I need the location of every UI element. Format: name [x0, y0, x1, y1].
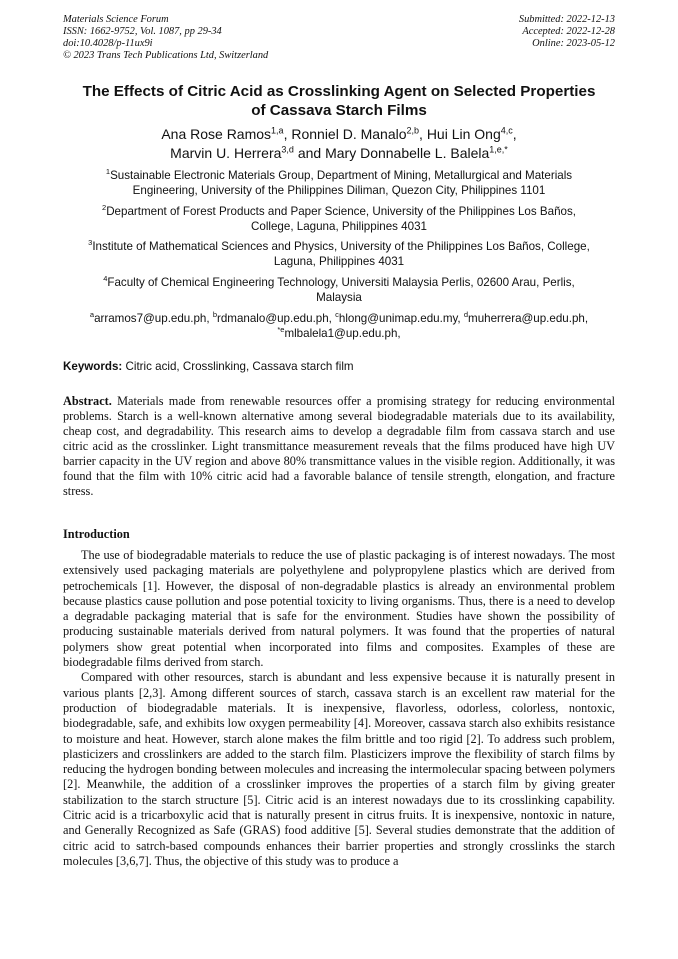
author-name: Ana Rose Ramos [161, 126, 272, 142]
author-line-1 [40, 125, 638, 144]
abstract [63, 394, 615, 499]
section-heading-introduction: Introduction [63, 527, 130, 541]
title-line-2: of Cassava Starch Films [251, 102, 427, 119]
author-name: Marvin U. Herrera [170, 145, 282, 161]
affiliation-1 [63, 168, 615, 198]
email-sup: *e [277, 325, 285, 335]
affiliation-line: Department of Forest Products and Paper Science, University of the Philippines Los Baños, [106, 205, 576, 218]
affiliation-line: Sustainable Electronic Materials Group, Department of Mining, Metallurgical and Materials [110, 169, 573, 182]
email-sup: a [89, 310, 95, 320]
author-separator: , [283, 126, 292, 142]
email-sup: b [212, 310, 217, 320]
journal-copyright: © 2023 Trans Tech Publications Ltd, Switzerland [63, 50, 269, 61]
author-name: Mary Donnabelle L. Balela [325, 145, 490, 161]
affiliation-line: Engineering, University of the Philippines Diliman, Quezon City, Philippines 1101 [132, 184, 546, 197]
affiliation-3 [63, 239, 615, 269]
author-affil-sup: 2,b [406, 125, 420, 136]
affiliation-line: College, Laguna, Philippines 4031 [251, 220, 427, 233]
author-name: Hui Lin Ong [426, 126, 501, 142]
submitted-date: Submitted: 2022-12-13 [518, 14, 615, 25]
journal-issn: ISSN: 1662-9752, Vol. 1087, pp 29-34 [63, 26, 222, 37]
paragraph: Compared with other resources, starch is abundant and less expensive because it is naturally present in various plants [2,3]. Among different sources of starch, cassava starch is an excellent raw material for the production of biodegradable materials. It is inexpensive, flavorless, odorless, colorless, nontoxic, biodegradable, safe, and exhibits low oxygen permeability [4]. Moreover, cassava starch also exhibits resistance to moisture and heat. However, starch alone makes the film brittle and too rigid [2]. To address such problem, plasticizers and crosslinkers are added to the starch film. Plasticizers improve the flexibility of starch films by reducing the hydrogen bonding between molecules and increasing the intermolecular spacing between polymers [2]. Meanwhile, the addition of a crosslinker improves the properties of a starch film by giving greater stabilization to the starch structure [5]. Citric acid is an interest nowadays due to its crosslinking capability. Citric acid is a tricarboxylic acid that is naturally present in citrus fruits. It is inexpensive, nontoxic in nature, and Generally Recognized as Safe (GRAS) food additive [5]. Several studies demonstrate that the addition of citric acid to satrch-based compounds enhances their barrier properties and strongly crosslinks the starch molecules [3,6,7]. Thus, the objective of this study was to produce a [63, 670, 615, 868]
author-line-2 [40, 144, 638, 163]
email-address[interactable]: rdmanalo@up.edu.ph, [217, 312, 336, 325]
email-sup: c [335, 310, 339, 320]
affiliation-4 [63, 275, 615, 305]
author-affil-sup: 4,c [500, 125, 513, 136]
email-list [63, 311, 615, 341]
email-address[interactable]: arramos7@up.edu.ph, [94, 312, 213, 325]
email-address[interactable]: muherrera@up.edu.ph, [468, 312, 589, 325]
author-separator: and [293, 145, 326, 161]
affiliation-line: Malaysia [316, 291, 362, 304]
author-separator: , [512, 126, 517, 142]
author-separator: , [419, 126, 427, 142]
keywords [63, 360, 354, 374]
affiliation-line: Laguna, Philippines 4031 [273, 255, 405, 268]
email-sup: d [463, 310, 469, 320]
affiliation-sup: 1 [105, 167, 111, 177]
paragraph: The use of biodegradable materials to reduce the use of plastic packaging is of interest nowadays. The most extensively used packaging materials are polyethylene and polypropylene plastics which are derived from petrochemicals [1]. However, the disposal of non-degradable plastics is already an environmental problem because plastics cause pollution and pose potential toxicity to living organisms. Thus, there is a need to develop a degradable packaging material that is safe for the environment. Studies have shown the possibility of producing sustainable materials derived from natural polymers. It was found that the properties of natural polymers show great potential when incorporated into films and composites. Examples of these are biodegradable films derived from starch. [63, 548, 615, 670]
author-affil-sup: 3,d [281, 144, 294, 155]
author-affil-sup: 1,a [271, 125, 284, 136]
affiliation-sup: 4 [103, 274, 108, 284]
journal-info [63, 14, 268, 62]
author-affil-sup: 1,e,* [489, 144, 508, 155]
online-date: Online: 2023-05-12 [532, 38, 615, 49]
publication-dates [519, 14, 615, 50]
affiliation-sup: 3 [88, 238, 93, 248]
abstract-label: Abstract. [63, 394, 112, 408]
email-address[interactable]: mlbalela1@up.edu.ph, [284, 327, 401, 340]
keywords-label: Keywords: [63, 360, 123, 373]
accepted-date: Accepted: 2022-12-28 [522, 26, 615, 37]
keywords-text: Citric acid, Crosslinking, Cassava starch film [125, 360, 354, 373]
affiliation-2 [63, 204, 615, 234]
abstract-text: Materials made from renewable resources offer a promising strategy for reducing environmental problems. Starch is a well-known alternative among several biodegradable materials due to its availability, cheap cost, and degradability. This research aims to develop a degradable film from cassava starch and use citric acid as the crosslinker. Light transmittance measurement reveals that the films produced have high UV barrier capacity in the UV region and above 80% transmittance values in the visible region. Additionally, it was found that the film with 10% citric acid had a favorable balance of tensile strength, elongation, and fracture stress. [63, 394, 615, 498]
paper-title [40, 82, 638, 120]
affiliation-line: Faculty of Chemical Engineering Technology, Universiti Malaysia Perlis, 02600 Arau, Perlis, [107, 276, 575, 289]
journal-name: Materials Science Forum [63, 14, 169, 25]
affiliation-line: Institute of Mathematical Sciences and Physics, University of the Philippines Los Baños, College, [92, 240, 590, 253]
author-list [40, 125, 638, 163]
journal-doi: doi:10.4028/p-11ux9i [63, 38, 153, 49]
author-name: Ronniel D. Manalo [291, 126, 407, 142]
introduction-body [63, 548, 615, 869]
email-address[interactable]: hlong@unimap.edu.my, [338, 312, 464, 325]
title-line-1: The Effects of Citric Acid as Crosslinking Agent on Selected Properties [82, 83, 596, 100]
affiliation-sup: 2 [102, 203, 107, 213]
